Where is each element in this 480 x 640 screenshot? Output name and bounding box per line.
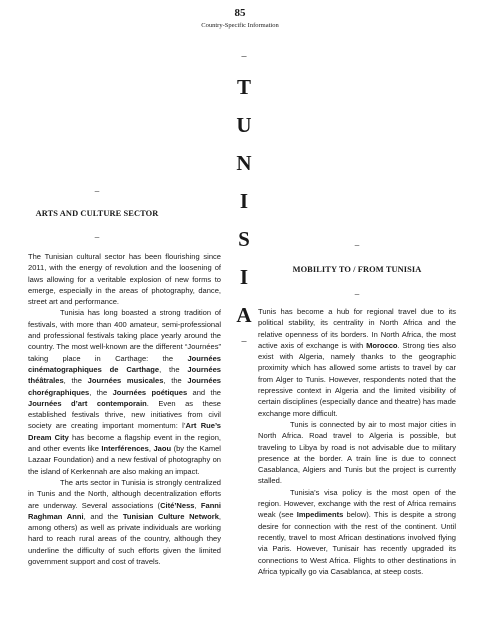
bold-term: Journées d’art contemporain	[28, 398, 147, 408]
body-paragraph	[28, 251, 221, 307]
text-run: has become a flagship event in the region, and other events like	[28, 432, 221, 454]
title-letter: I	[239, 265, 249, 289]
arts-culture-body	[28, 251, 221, 567]
page-number: 85	[234, 7, 246, 19]
bold-term: Interférences	[101, 444, 149, 454]
mobility-body	[258, 306, 456, 577]
text-run: , the	[89, 387, 113, 397]
left-heading-dash-bottom: –	[94, 232, 100, 242]
text-run: Tunis is connected by air to most major cities in North Africa. Road travel to Algeria is possible, but traveling to Libya by road is not advisable due to military presence at the border. A train line is due to connect Casablanca, Algiers and Tunis but the project is currently stalled.	[258, 419, 456, 486]
right-heading-dash-bottom: –	[354, 289, 360, 299]
text-run: below). This is despite a strong desire for connection with the rest of the continent. Until recently, travel to most African destinations involved flying via Paris. However, Tunisair has recently upgraded its connections to West Africa. Flights to other destinations in Africa typically go via Casablanca, at steep costs.	[258, 510, 456, 576]
bold-term: Journées chorégraphiques	[28, 376, 221, 397]
body-paragraph	[28, 307, 221, 476]
bold-term: Journées musicales	[87, 376, 164, 386]
bold-term: Tunisian Culture Network	[122, 511, 219, 521]
bold-term: Fanni Raghman Anni	[28, 500, 222, 521]
title-dash-top: –	[241, 51, 247, 62]
right-heading-dash-top: –	[354, 240, 360, 250]
bold-term: Morocco	[366, 340, 398, 350]
title-dash-bottom: –	[241, 336, 247, 347]
text-run: and the	[187, 387, 221, 397]
bold-term: Journées cinématographiques de Carthage	[28, 353, 221, 374]
text-run: The arts sector in Tunisia is strongly centralized in Tunis and the North, although decentralization efforts are underway. Several associations (	[28, 477, 221, 510]
bold-term: Art Rue’s Dream City	[28, 421, 221, 442]
bold-term: Journées poétiques	[112, 387, 188, 397]
bold-term: Jaou	[153, 444, 172, 454]
body-paragraph	[258, 306, 456, 419]
text-run: Tunisia has long boasted a strong tradition of festivals, with more than 400 amateur, semi-professional and professional festivals taking place yearly around the country. The most well-known are the different “Journées” taking place in Carthage: the	[28, 308, 221, 363]
bold-term: Impediments	[296, 510, 344, 520]
arts-culture-heading: ARTS AND CULTURE SECTOR	[35, 209, 159, 218]
text-run: , and the	[83, 511, 123, 521]
text-run: Tunisia’s visa policy is the most open of the region. However, exchange with the rest of Africa remains weak (see	[258, 487, 456, 520]
bold-term: Journées théâtrales	[28, 364, 221, 386]
text-run: (by the Kamel Lazaar Foundation) and a new festival of photography on the island of Kerkennah are also making an impact.	[28, 444, 221, 476]
text-run: ,	[194, 500, 201, 510]
text-run: . Even as these established festivals thrive, new initiatives from civil society are creating important momentum: l’	[28, 398, 221, 431]
text-run: The Tunisian cultural sector has been flourishing since 2011, with the energy of revolution and the loosening of laws allowing for a veritable explosion of new forms to emerge, especially in the areas of photography, dance, street art and performance.	[28, 252, 221, 307]
text-run: , the	[63, 376, 88, 386]
text-run: Tunis has become a hub for regional travel due to its political stability, its centrality in North Africa and the relative openness of its borders. In North Africa, the most active axis of exchange is with	[258, 307, 456, 350]
country-title-vertical	[229, 52, 259, 347]
title-letter: A	[236, 303, 252, 327]
text-run: , among others) as well as private individuals are working hard to reach rural areas of the country, although they underline the difficulty of such efforts given the limited government support and cost of travels.	[28, 511, 221, 567]
text-run: , the	[159, 364, 188, 374]
bold-term: Cité’Ness	[160, 500, 195, 510]
left-heading-dash-top: –	[94, 186, 100, 196]
text-run: ,	[148, 444, 154, 454]
text-run: , the	[163, 376, 188, 386]
title-letter: N	[236, 151, 252, 175]
running-head: Country-Specific Information	[201, 22, 279, 29]
title-letter: U	[236, 113, 252, 137]
text-run: . Strong ties also exist with Algeria, namely thanks to the geographic proximity which has allowed some artists to travel by car from Alger to Tunis. However, respondents noted that the repressive context in Algeria and the limited visibility of certain disciplines (especially dance and theatre) has made exchange more difficult.	[258, 340, 457, 418]
body-paragraph	[28, 477, 221, 567]
body-paragraph	[258, 419, 456, 487]
title-letter: S	[238, 227, 250, 251]
mobility-heading: MOBILITY TO / FROM TUNISIA	[292, 265, 422, 274]
title-letter: T	[236, 75, 251, 99]
title-letter: I	[239, 189, 249, 213]
body-paragraph	[258, 487, 456, 577]
